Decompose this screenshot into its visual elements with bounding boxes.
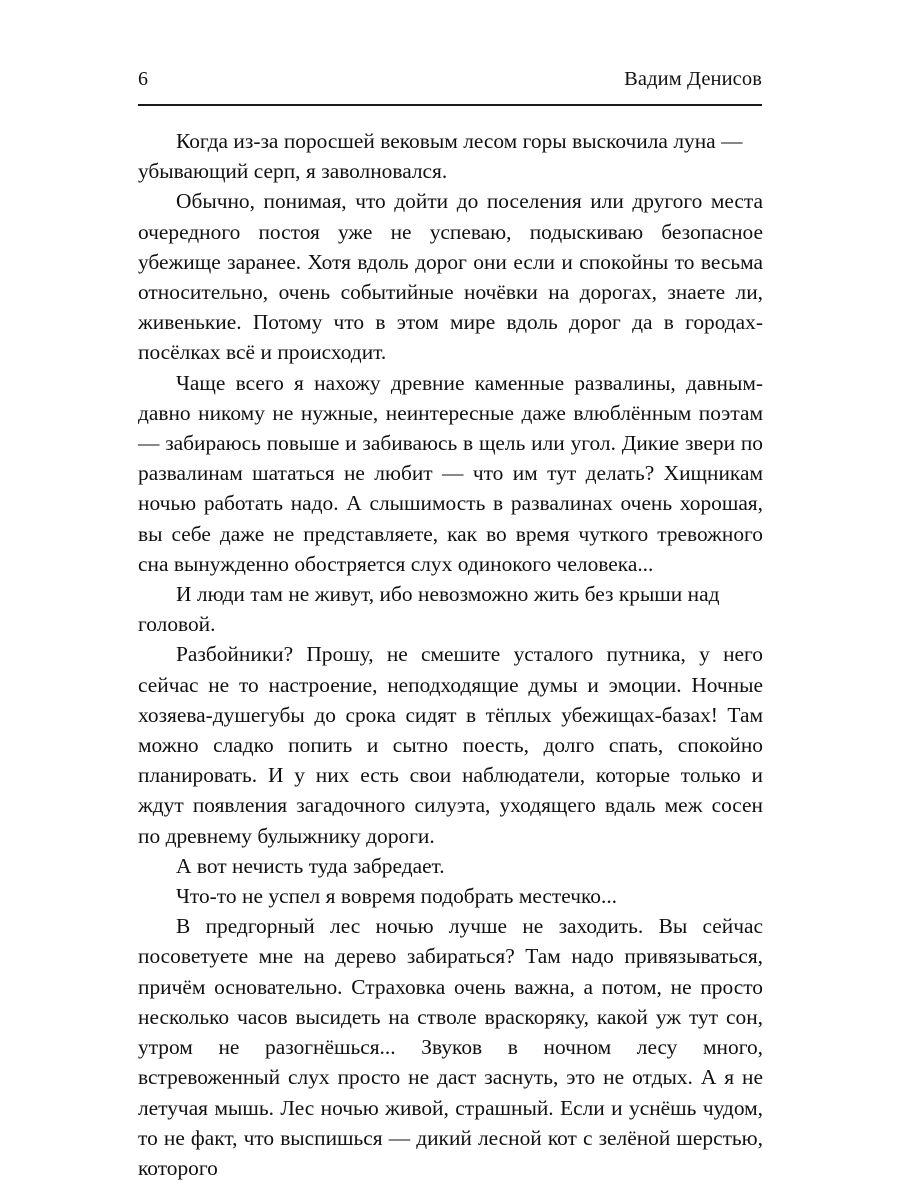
running-title-author: Вадим Денисов — [624, 68, 762, 90]
paragraph: Чаще всего я нахожу древние каменные развалины, давным-давно никому не нужные, неинтересные даже влюблённым поэтам — забираюсь повыше и забиваюсь в щель или угол. Дикие звери по развалинам шататься не любит — что им тут делать? Хищникам ночью работать надо. А слышимость в развалинах очень хорошая, вы себе даже не представляете, как во время чуткого тревожного сна вынужденно обостряется слух одинокого человека... — [138, 370, 763, 576]
running-head — [138, 68, 762, 92]
body-text-block — [138, 126, 763, 1183]
paragraph: Когда из-за поросшей вековым лесом горы выскочила луна — убывающий серп, я заволновался. — [138, 129, 743, 184]
paragraph: А вот нечисть туда забредает. — [176, 853, 445, 878]
page-number: 6 — [138, 68, 149, 90]
header-rule-divider — [138, 104, 762, 106]
paragraph: Разбойники? Прошу, не смешите усталого путника, у него сейчас не то настроение, неподходящие думы и эмоции. Ночные хозяева-душегубы до срока сидят в тёплых убежищах-базах! Там можно сладко попить и сытно поесть, долго спать, спокойно планировать. И у них есть свои наблюдатели, которые только и ждут появления загадочного силуэта, уходящего вдаль меж сосен по древнему булыжнику дороги. — [138, 642, 763, 848]
paragraph: И люди там не живут, ибо невозможно жить без крыши над головой. — [138, 582, 720, 637]
paragraph: Обычно, понимая, что дойти до поселения или другого места очередного постоя уже не успеваю, подыскиваю безопасное убежище заранее. Хотя вдоль дорог они если и спокойны то весьма относительно, очень событийные ночёвки на дорогах, знаете ли, живенькие. Потому что в этом мире вдоль дорог да в городах-посёлках всё и происходит. — [138, 189, 763, 365]
paragraph: В предгорный лес ночью лучше не заходить. Вы сейчас посоветуете мне на дерево забираться? Там надо привязываться, причём основательно. Страховка очень важна, а потом, не просто несколько часов высидеть на стволе враскоряку, какой уж тут сон, утром не разогнёшься... Звуков в ночном лесу много, встревоженный слух просто не даст заснуть, это не отдых. А я не летучая мышь. Лес ночью живой, страшный. Если и уснёшь чудом, то не факт, что выспишься — дикий лесной кот с зелёной шерстью, которого — [138, 914, 763, 1180]
paragraph: Что-то не успел я вовремя подобрать местечко... — [176, 884, 618, 909]
